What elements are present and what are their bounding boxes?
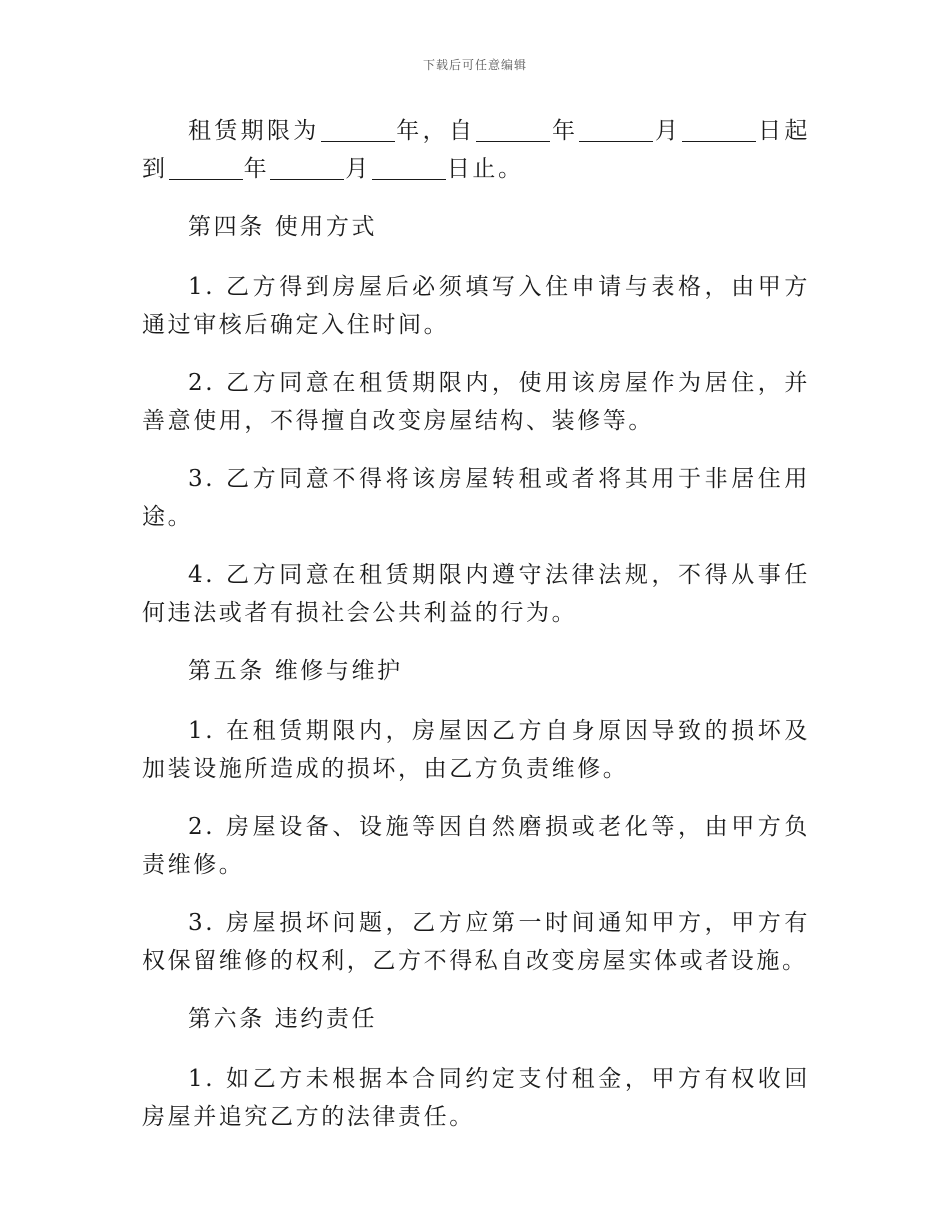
blank-start-day bbox=[682, 115, 756, 142]
article-4-item-4: 4. 乙方同意在租赁期限内遵守法律法规，不得从事任何违法或者有损社会公共利益的行为。 bbox=[142, 562, 810, 626]
blank-end-year bbox=[169, 153, 243, 180]
term-text-3: 年 bbox=[551, 118, 579, 144]
header-note: 下载后可任意编辑 bbox=[422, 58, 527, 72]
article-4-item-1: 1. 乙方得到房屋后必须填写入住申请与表格，由甲方通过审核后确定入住时间。 bbox=[142, 274, 810, 338]
blank-start-month bbox=[579, 115, 653, 142]
article-6-title: 第六条 违约责任 bbox=[188, 1006, 378, 1032]
article-5-title: 第五条 维修与维护 bbox=[188, 658, 403, 684]
term-text-1: 租赁期限为 bbox=[188, 118, 320, 144]
term-text-7: 月 bbox=[345, 156, 371, 182]
term-text-5: 日起到 bbox=[142, 118, 810, 182]
term-text-4: 月 bbox=[654, 118, 682, 144]
lease-term-paragraph bbox=[142, 112, 810, 188]
article-6-item-1: 1. 如乙方未根据本合同约定支付租金，甲方有权收回房屋并追究乙方的法律责任。 bbox=[142, 1066, 810, 1130]
blank-years bbox=[321, 115, 395, 142]
document-body bbox=[142, 112, 810, 1156]
article-4-item-2: 2. 乙方同意在租赁期限内，使用该房屋作为居住，并善意使用，不得擅自改变房屋结构、装修等。 bbox=[142, 370, 810, 434]
article-5-item-3: 3. 房屋损坏问题，乙方应第一时间通知甲方，甲方有权保留维修的权利，乙方不得私自改变房屋实体或者设施。 bbox=[142, 910, 810, 974]
term-text-6: 年 bbox=[243, 156, 270, 182]
article-5-item-1: 1. 在租赁期限内，房屋因乙方自身原因导致的损坏及加装设施所造成的损坏，由乙方负责维修。 bbox=[142, 718, 810, 782]
blank-end-month bbox=[270, 153, 344, 180]
article-4-item-3: 3. 乙方同意不得将该房屋转租或者将其用于非居住用途。 bbox=[142, 466, 810, 530]
article-4-title: 第四条 使用方式 bbox=[188, 214, 378, 240]
blank-end-day bbox=[372, 153, 446, 180]
term-text-8: 日止。 bbox=[446, 156, 524, 182]
article-5-item-2: 2. 房屋设备、设施等因自然磨损或老化等，由甲方负责维修。 bbox=[142, 814, 810, 878]
blank-start-year bbox=[476, 115, 550, 142]
term-text-2: 年，自 bbox=[395, 118, 476, 144]
